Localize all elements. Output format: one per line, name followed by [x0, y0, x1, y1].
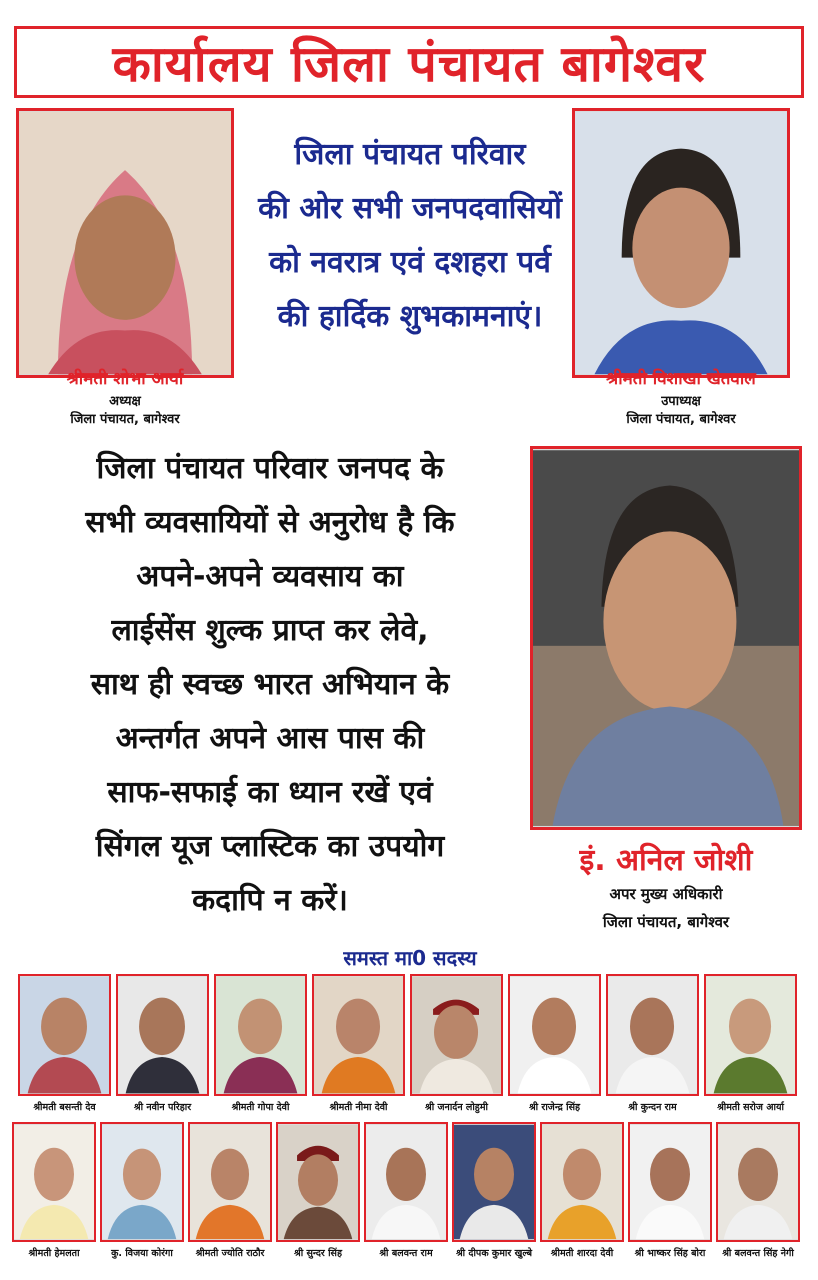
person-silhouette-icon	[102, 1124, 182, 1240]
chairperson-role: अध्यक्ष	[109, 394, 141, 409]
member-card	[606, 974, 699, 1113]
member-card	[100, 1122, 184, 1259]
appeal-message	[10, 442, 530, 928]
member-name: श्रीमती सरोज आर्या	[717, 1102, 784, 1113]
member-card	[214, 974, 307, 1113]
person-silhouette-icon	[510, 976, 599, 1094]
appeal-line: कदापि न करें।	[192, 883, 348, 918]
member-card	[508, 974, 601, 1113]
members-row-2	[12, 1122, 800, 1259]
appeal-line: सभी व्यवसायियों से अनुरोध है कि	[85, 505, 455, 540]
member-photo	[214, 974, 307, 1096]
person-silhouette-icon	[542, 1124, 622, 1240]
member-name: कु. विजया कोरंगा	[111, 1248, 173, 1259]
person-silhouette-icon	[278, 1124, 358, 1240]
member-photo	[116, 974, 209, 1096]
person-silhouette-icon	[366, 1124, 446, 1240]
greeting-line: की ओर सभी जनपदवासियों	[258, 191, 562, 226]
ceo-office: जिला पंचायत, बागेश्वर	[602, 913, 730, 931]
member-photo	[188, 1122, 272, 1242]
member-photo	[276, 1122, 360, 1242]
appeal-line: साथ ही स्वच्छ भारत अभियान के	[90, 667, 450, 702]
member-photo	[18, 974, 111, 1096]
person-silhouette-icon	[20, 976, 109, 1094]
person-silhouette-icon	[575, 111, 787, 375]
member-card	[628, 1122, 712, 1259]
person-silhouette-icon	[608, 976, 697, 1094]
member-photo	[540, 1122, 624, 1242]
person-silhouette-icon	[19, 111, 231, 375]
member-name: श्री दीपक कुमार खुल्बे	[455, 1248, 533, 1259]
member-name: श्रीमती गोपा देवी	[231, 1102, 290, 1113]
member-name: श्री बलवन्त राम	[379, 1248, 433, 1259]
member-photo	[508, 974, 601, 1096]
vice-chairperson-name: श्रीमती विशाखा खेतवाल	[606, 369, 756, 389]
appeal-line: सिंगल यूज प्लास्टिक का उपयोग	[95, 829, 445, 864]
members-row-1	[18, 974, 797, 1113]
member-card	[312, 974, 405, 1113]
member-name: श्री भाष्कर सिंह बोरा	[634, 1248, 706, 1259]
member-card	[116, 974, 209, 1113]
member-photo	[606, 974, 699, 1096]
vice-chairperson-photo	[572, 108, 790, 378]
appeal-line: अन्तर्गत अपने आस पास की	[115, 721, 425, 756]
person-silhouette-icon	[454, 1124, 534, 1240]
chairperson-office: जिला पंचायत, बागेश्वर	[70, 412, 180, 427]
member-name: श्री नवीन परिहार	[133, 1102, 192, 1113]
member-photo	[312, 974, 405, 1096]
member-card	[18, 974, 111, 1113]
chairperson-photo	[16, 108, 234, 378]
ceo-photo	[530, 446, 802, 830]
vice-chairperson-role: उपाध्यक्ष	[661, 394, 701, 409]
person-silhouette-icon	[630, 1124, 710, 1240]
member-card	[12, 1122, 96, 1259]
greeting-line: को नवरात्र एवं दशहरा पर्व	[269, 245, 551, 280]
member-photo	[410, 974, 503, 1096]
person-silhouette-icon	[118, 976, 207, 1094]
member-name: श्री सुन्दर सिंह	[293, 1248, 343, 1259]
member-photo	[100, 1122, 184, 1242]
vice-chairperson-office: जिला पंचायत, बागेश्वर	[626, 412, 736, 427]
appeal-line: लाईसेंस शुल्क प्राप्त कर लेवे,	[111, 613, 429, 648]
member-card	[452, 1122, 536, 1259]
member-card	[188, 1122, 272, 1259]
member-name: श्री जनार्दन लोहुमी	[425, 1102, 488, 1113]
person-silhouette-icon	[533, 449, 799, 827]
greeting-line: जिला पंचायत परिवार	[294, 137, 526, 172]
member-name: श्री राजेन्द्र सिंह	[528, 1102, 581, 1113]
member-card	[704, 974, 797, 1113]
member-name: श्रीमती ज्योति राठौर	[195, 1248, 265, 1259]
appeal-line: साफ-सफाई का ध्यान रखें एवं	[107, 775, 433, 810]
greeting-message	[250, 128, 570, 344]
person-silhouette-icon	[706, 976, 795, 1094]
member-photo	[704, 974, 797, 1096]
greeting-line: की हार्दिक शुभकामनाएं।	[277, 299, 543, 334]
member-name: श्री बलवन्त सिंह नेगी	[722, 1248, 794, 1259]
person-silhouette-icon	[216, 976, 305, 1094]
appeal-line: जिला पंचायत परिवार जनपद के	[96, 451, 444, 486]
member-photo	[716, 1122, 800, 1242]
ceo-name: इं. अनिल जोशी	[579, 843, 753, 878]
header-banner	[14, 26, 804, 98]
member-name: श्रीमती बसन्ती देव	[33, 1102, 96, 1113]
member-photo	[12, 1122, 96, 1242]
member-photo	[364, 1122, 448, 1242]
page-title: कार्यालय जिला पंचायत बागेश्वर	[112, 35, 706, 93]
member-name: श्रीमती शारदा देवी	[550, 1248, 614, 1259]
members-heading: समस्त मा0 सदस्य	[343, 946, 477, 970]
appeal-line: अपने-अपने व्यवसाय का	[136, 559, 404, 594]
member-name: श्रीमती नीमा देवी	[329, 1102, 388, 1113]
member-card	[364, 1122, 448, 1259]
member-card	[540, 1122, 624, 1259]
member-photo	[628, 1122, 712, 1242]
person-silhouette-icon	[190, 1124, 270, 1240]
person-silhouette-icon	[314, 976, 403, 1094]
person-silhouette-icon	[718, 1124, 798, 1240]
ceo-role: अपर मुख्य अधिकारी	[609, 885, 723, 903]
person-silhouette-icon	[412, 976, 501, 1094]
member-card	[410, 974, 503, 1113]
member-name: श्रीमती हेमलता	[28, 1248, 80, 1259]
member-card	[716, 1122, 800, 1259]
member-name: श्री कुन्दन राम	[628, 1102, 677, 1113]
chairperson-name: श्रीमती शोभा आर्या	[66, 369, 184, 389]
member-photo	[452, 1122, 536, 1242]
person-silhouette-icon	[14, 1124, 94, 1240]
member-card	[276, 1122, 360, 1259]
